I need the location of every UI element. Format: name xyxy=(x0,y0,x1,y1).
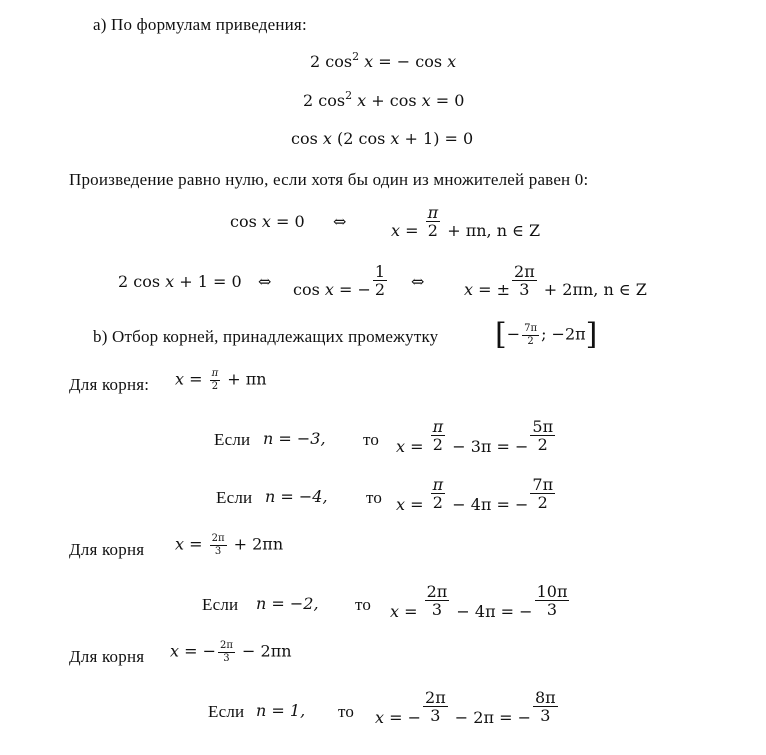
equation-2: 2 $\cos^2 x + \cos x = 0$ xyxy=(303,89,465,110)
n-value: n = 1, xyxy=(256,701,306,720)
interval: [− $\frac{7\pi}{2}$ ; −2π] xyxy=(495,317,598,352)
case-2: 2 cos x + 1 = 0 xyxy=(118,272,242,291)
part-b-heading: b) Отбор корней, принадлежащих промежутку xyxy=(93,327,439,346)
root-1-case-1: x = $\frac{\pi}{2}$ − 3π = − $\frac{5\pi}{2}$ xyxy=(396,417,554,457)
iff-symbol: ⇔ xyxy=(333,212,347,231)
root-3-label: Для корня xyxy=(69,647,145,666)
iff-symbol-2: ⇔ xyxy=(258,272,272,291)
root-2-formula: x = $\frac{2\pi}{3}$ + 2πn xyxy=(175,533,284,557)
root-1-formula: x = $\frac{\pi}{2}$ + πn xyxy=(175,368,267,392)
then-word: то xyxy=(363,430,380,449)
then-word: то xyxy=(355,595,372,614)
equation-1: 2 $\cos^2 x$ = − cos x xyxy=(310,50,457,71)
n-value: n = −3, xyxy=(263,429,326,448)
iff-symbol-3: ⇔ xyxy=(411,272,425,291)
part-a-heading: a) По формулам приведения: xyxy=(93,15,307,34)
root-1-case-2: x = $\frac{\pi}{2}$ − 4π = − $\frac{7\pi}{2}$ xyxy=(396,475,554,515)
root-1-label: Для корня: xyxy=(69,375,150,394)
root-2-case: x = $\frac{2\pi}{3}$ − 4π = − $\frac{10\pi}{3}$ xyxy=(390,582,568,622)
if-word: Если xyxy=(214,430,251,449)
if-word: Если xyxy=(216,488,253,507)
case-2-cos: cos x = − $\frac{1}{2}$ xyxy=(293,262,386,300)
equation-3: cos x (2 cos x + 1) = 0 xyxy=(291,129,474,148)
case-1-solution: x = $\frac{\pi}{2}$ + πn, n ∈ Z xyxy=(391,203,541,241)
product-statement: Произведение равно нулю, если хотя бы один из множителей равен 0: xyxy=(69,170,589,189)
root-2-label: Для корня xyxy=(69,540,145,559)
case-2-solution: x = ± $\frac{2\pi}{3}$ + 2πn, n ∈ Z xyxy=(464,262,647,300)
n-value: n = −2, xyxy=(256,594,319,613)
root-3-case: x = − $\frac{2\pi}{3}$ − 2π = − $\frac{8\pi}{3}$ xyxy=(375,688,556,728)
then-word: то xyxy=(338,702,355,721)
then-word: то xyxy=(366,488,383,507)
n-value: n = −4, xyxy=(265,487,328,506)
if-word: Если xyxy=(208,702,245,721)
case-1: cos x = 0 xyxy=(230,212,305,231)
root-3-formula: x = − $\frac{2\pi}{3}$ − 2πn xyxy=(170,640,292,664)
if-word: Если xyxy=(202,595,239,614)
